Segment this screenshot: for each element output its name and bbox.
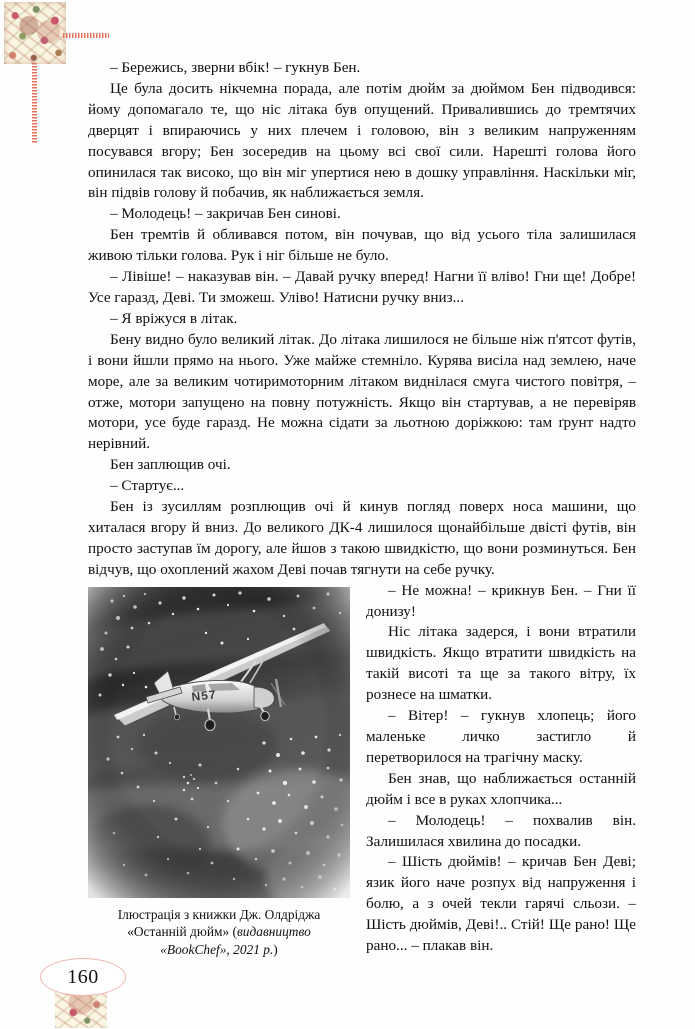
paragraph: Бен заплющив очі. <box>110 456 231 474</box>
caption-line-2-italic: видавництво <box>236 924 311 940</box>
paragraph: Бен із зусиллям розплющив очі й кинув погляд поверх носа машини, що хиталася вгору й вниз. До великого ДК-4 лишилося щонайбільше двісті футів, він просто заступав їм дорогу, але йшов з такою швидкістю, що вони розминуться. Бен відчув, що охоплений жахом Деві почав тягнути на себе ручку. <box>88 498 636 578</box>
paragraph: – Бережись, зверни вбік! – гукнув Бен. <box>110 59 361 76</box>
caption-close-paren: ) <box>273 941 278 957</box>
paragraph: – Шість дюймів! – кричав Бен Деві; язик його наче розпух від напруження і болю, а з очей текли гарячі сльози. – Шість дюймів, Деві!.. Стій! Ще рано! Ще рано... – плакав він. <box>366 853 636 955</box>
page-footer <box>40 958 124 1028</box>
paragraph: Бен знав, що наближається останній дюйм і все в руках хлопчика... <box>366 769 636 808</box>
airplane-illustration <box>88 587 350 898</box>
figure-caption <box>88 906 350 959</box>
caption-line-3-italic: «BookChef», 2021 р. <box>160 941 274 957</box>
paragraph: Бен тремтів й обливався потом, він почував, що від усього тіла залишилася живою тільки голова. Рук і ніг більше не було. <box>88 226 636 265</box>
paragraph: – Вітер! – гукнув хлопець; його маленьке личко застигло й перетворилося на трагічну маску. <box>366 707 636 766</box>
caption-line-1: Ілюстрація з книжки Дж. Олдріджа <box>117 906 321 922</box>
paragraph: – Стартує... <box>110 477 185 495</box>
paragraph: – Я вріжуся в літак. <box>110 309 238 327</box>
paragraph: Це була досить нікчемна порада, але потім дюйм за дюймом Бен підводився: йому допомагало те, що ніс літака був опущений. Привалившись до тремтячих дверцят і впираючись у них плечем і головою, він з великим напруженням посувався вгору; Бен зосередив на цьому всі свої сили. Нарешті голова його опинилася так високо, що він міг упертися нею в дошку управління. Наскільки міг, він підвів голову й побачив, як наближається земля. <box>88 79 636 202</box>
paragraph: – Молодець! – закричав Бен синові. <box>110 205 341 223</box>
page-number: 160 <box>67 965 99 988</box>
caption-line-2-plain: «Останній дюйм» ( <box>127 924 237 940</box>
paragraph: – Не можна! – крикнув Бен. – Гни її донизу! <box>366 581 636 620</box>
paragraph: – Лівіше! – наказував він. – Давай ручку вперед! Нагни її вліво! Гни ще! Добре! Усе гаразд, Деві. Ти зможеш. Уліво! Натисни ручку вниз... <box>88 268 636 306</box>
dashed-rule-horizontal-icon <box>63 33 109 38</box>
dashed-rule-vertical-icon <box>32 63 37 143</box>
paragraph: Ніс літака задерся, і вони втратили швидкість. Якщо втратити швидкість на такій висоті та ще за такого вітру, їх рознесе на шматки. <box>366 623 636 704</box>
figure <box>88 587 350 959</box>
paragraph: – Молодець! – похвалив він. Залишилася хвилина до посадки. <box>366 811 636 850</box>
floral-corner-ornament <box>4 2 66 64</box>
page-number-badge <box>40 958 126 996</box>
body-text-column <box>88 58 636 962</box>
paragraph: Бену видно було великий літак. До літака лишилося не більше ніж п'ятсот футів, і вони йшли прямо на нього. Уже майже стемніло. Курява висіла над землею, наче море, але за великим чотиримоторним літаком виднілася смуга чистого повітря, – отже, мотори запущено на повну потужність. Якщо він стартував, а не перевіряв мотори, усе буде гаразд. Не можна сідати за льотною доріжкою: там ґрунт надто нерівний. <box>88 330 636 453</box>
